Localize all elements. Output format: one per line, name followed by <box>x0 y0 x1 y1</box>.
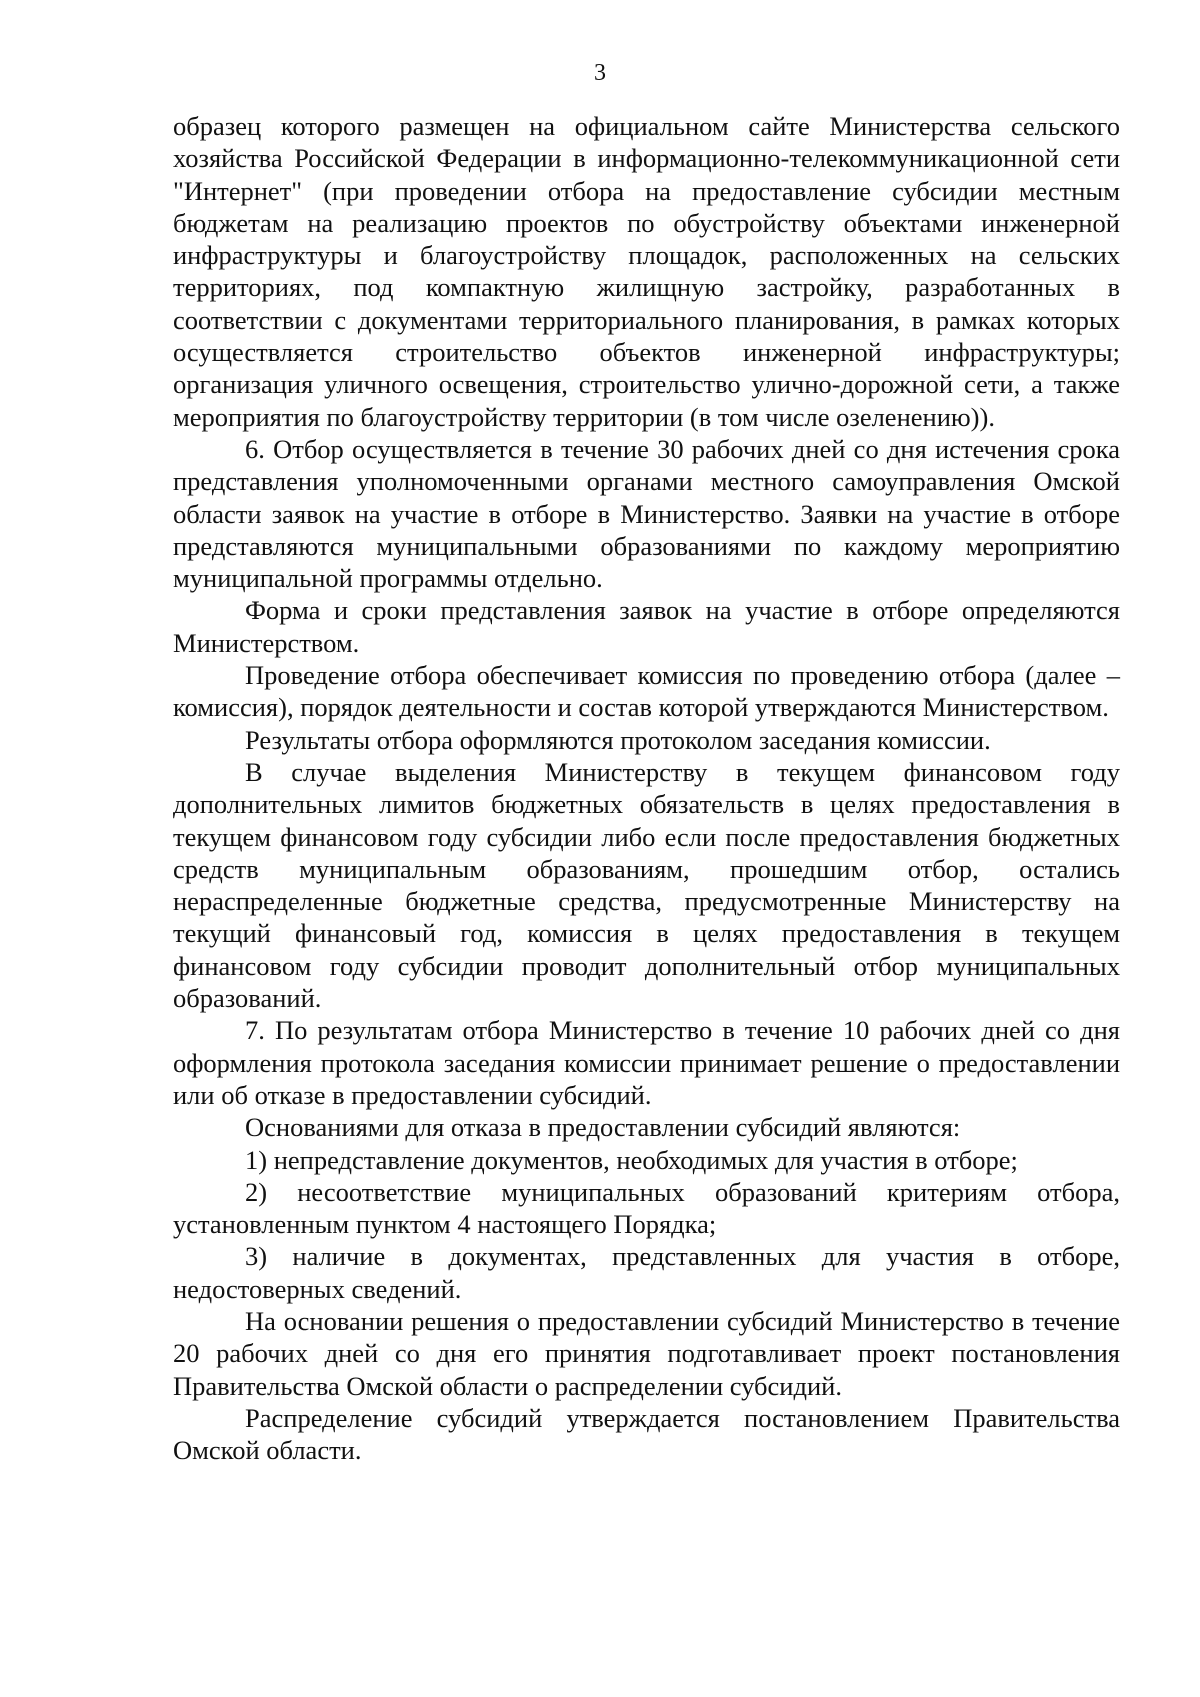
paragraph-ground-2: 2) несоответствие муниципальных образований критериям отбора, установленным пунктом 4 настоящего Порядка; <box>173 1176 1120 1240</box>
paragraph-selection-results: Результаты отбора оформляются протоколом заседания комиссии. <box>245 724 991 755</box>
document-body <box>173 110 1120 1466</box>
paragraph-item-6: 6. Отбор осуществляется в течение 30 рабочих дней со дня истечения срока представления уполномоченными органами местного самоуправления Омской области заявок на участие в отборе в Министерство. Заявки на участие в отборе представляются муниципальными образованиями по каждому мероприятию муниципальной программы отдельно. <box>173 433 1120 594</box>
paragraph-ground-3: 3) наличие в документах, представленных для участия в отборе, недостоверных сведений. <box>173 1241 1120 1304</box>
paragraph-continuation: образец которого размещен на официальном сайте Министерства сельского хозяйства Российской Федерации в информационно-телекоммуникационной сети "Интернет" (при проведении отбора на предоставление субсидии местным бюджетам на реализацию проектов по обустройству объектами инженерной инфраструктуры и благоустройству площадок, расположенных на сельских территориях, под компактную жилищную застройку, разработанных в соответствии с документами территориального планирования, в рамках которых осуществляется строительство объектов инженерной инфраструктуры; организация уличного освещения, строительство улично-дорожной сети, а также мероприятия по благоустройству территории (в том числе озеленению)). <box>173 111 1120 432</box>
paragraph-item-7: 7. По результатам отбора Министерство в течение 10 рабочих дней со дня оформления протокола заседания комиссии принимает решение о предоставлении или об отказе в предоставлении субсидий. <box>173 1015 1120 1110</box>
paragraph-ground-1: 1) непредставление документов, необходимых для участия в отборе; <box>245 1144 1018 1175</box>
paragraph-application-form: Форма и сроки представления заявок на участие в отборе определяются Министерством. <box>173 595 1120 658</box>
paragraph-additional-selection: В случае выделения Министерству в текущем финансовом году дополнительных лимитов бюджетных обязательств в целях предоставления в текущем финансовом году субсидии либо если после предоставления бюджетных средств муниципальным образованиям, прошедшим отбор, остались нераспределенные бюджетные средства, предусмотренные Министерству на текущий финансовый год, комиссия в целях предоставления в текущем финансовом году субсидии проводит дополнительный отбор муниципальных образований. <box>173 756 1120 1014</box>
paragraph-distribution: Распределение субсидий утверждается постановлением Правительства Омской области. <box>173 1402 1120 1466</box>
paragraph-decision: На основании решения о предоставлении субсидий Министерство в течение 20 рабочих дней со дня его принятия подготавливает проект постановления Правительства Омской области о распределении субсидий. <box>173 1305 1120 1401</box>
paragraph-commission: Проведение отбора обеспечивает комиссия по проведению отбора (далее – комиссия), порядок деятельности и состав которой утверждаются Министерством. <box>173 660 1120 723</box>
paragraph-refusal-grounds: Основаниями для отказа в предоставлении субсидий являются: <box>245 1112 961 1143</box>
page-number: 3 <box>594 60 606 86</box>
